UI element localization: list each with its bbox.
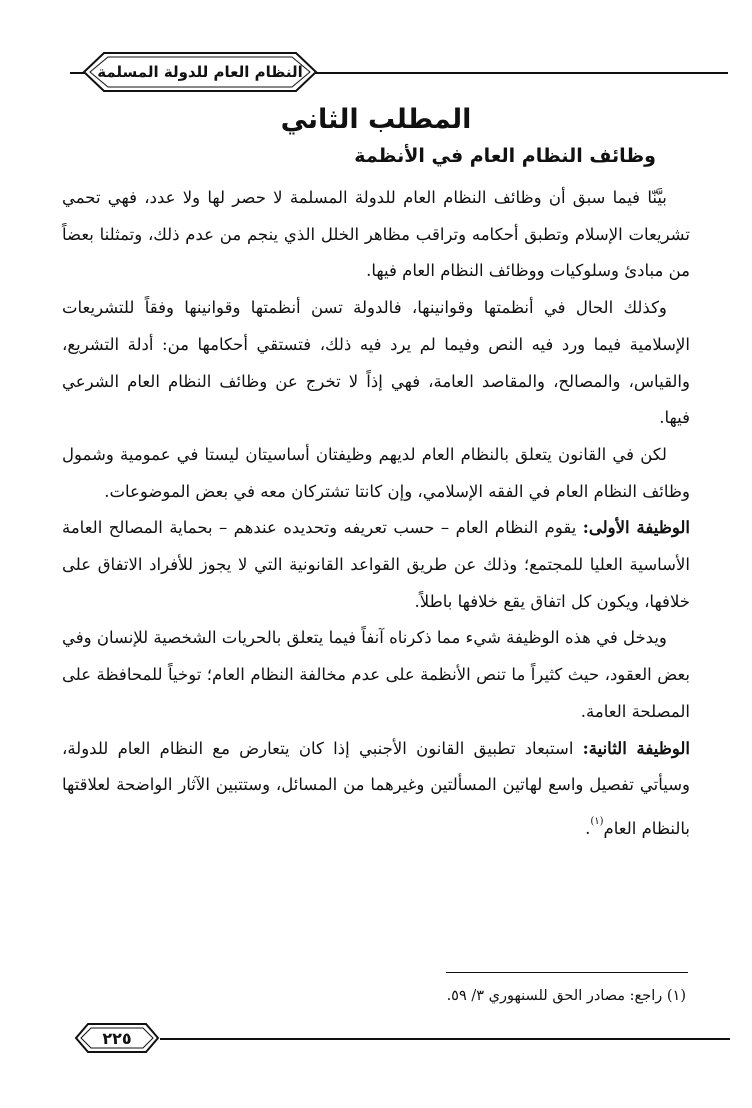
footnote-marker[interactable]: (١) [590,815,604,827]
function-one-paragraph [62,510,690,620]
section-subtitle: وظائف النظام العام في الأنظمة [354,145,656,167]
page-number: ٢٢٥ [102,1028,132,1048]
paragraph: بيَّنّا فيما سبق أن وظائف النظام العام للدولة المسلمة لا حصر لها ولا عدد، فهي تحمي تشريعات الإسلام وتطبق أحكامه وتراقب مظاهر الخلل الذي ينجم من عدم ذلك، وتمثلنا بعضاً من مبادئ وسلوكيات ووظائف النظام العام فيها. [62,188,690,281]
function-two-label: الوظيفة الثانية: [582,738,690,758]
function-one-label: الوظيفة الأولى: [582,518,690,538]
paragraph: لكن في القانون يتعلق بالنظام العام لديهم وظيفتان أساسيتان ليستا في عمومية وشمول وظائف النظام العام في الفقه الإسلامي، وإن كانتا تشتركان معه في بعض الموضوعات. [62,444,690,501]
paragraph: وكذلك الحال في أنظمتها وقوانينها، فالدولة تسن أنظمتها وقوانينها وفقاً للتشريعات الإسلامية فيما ورد فيه النص وفيما لم يرد فيه ذلك، فتستقي أحكامها من: أدلة التشريع، والقياس، والمصالح، والمقاصد العامة، فهي إذاً لا تخرج عن وظائف النظام العام الشرعي فيها. [62,298,690,428]
function-two-text: استبعاد تطبيق القانون الأجنبي إذا كان يتعارض مع النظام العام للدولة، وسيأتي تفصيل واسع لهاتين المسألتين وغيرهما من المسائل، وستتبين الآثار الواضحة لعلاقتها بالنظام العام [62,738,690,838]
footnote: (١) راجع: مصادر الحق للسنهوري ٣/ ٥٩. [446,988,686,1004]
function-two-end: . [585,818,591,838]
function-one-text: يقوم النظام العام – حسب تعريفه وتحديده عندهم – بحماية المصالح العامة الأساسية العليا للمجتمع؛ وذلك عن طريق القواعد القانونية التي لا يجوز للأفراد الاتفاق على خلافها، ويكون كل اتفاق يقع خلافها باطلاً. [62,518,690,611]
body-text [62,180,690,848]
paragraph: ويدخل في هذه الوظيفة شيء مما ذكرناه آنفاً فيما يتعلق بالحريات الشخصية للإنسان وفي بعض العقود، حيث كثيراً ما تنص الأنظمة على عدم مخالفة النظام العام؛ توخياً للمحافظة على المصلحة العامة. [62,628,690,721]
function-two-paragraph [62,731,690,848]
footer-rule [160,1038,730,1040]
section-title: المطلب الثاني [280,104,472,135]
running-header-title: النظام العام للدولة المسلمة [97,63,303,81]
footnote-separator [446,972,688,973]
